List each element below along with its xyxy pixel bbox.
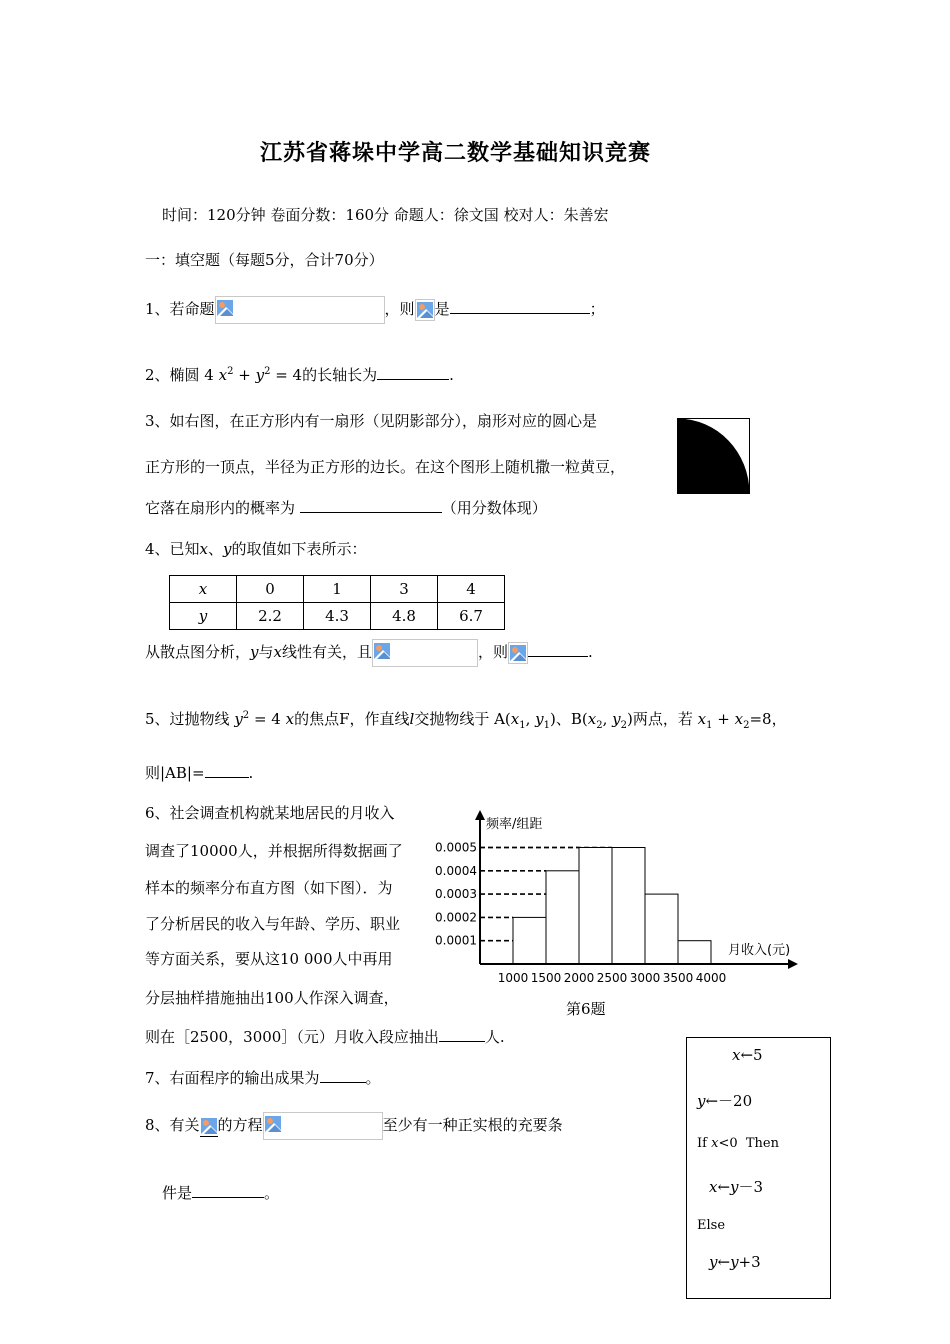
answer-blank[interactable] bbox=[192, 1183, 264, 1198]
y-tick-label: 0.0004 bbox=[435, 863, 477, 878]
question-6-line1: 6、社会调查机构就某地居民的月收入 bbox=[145, 804, 395, 822]
answer-blank[interactable] bbox=[528, 642, 588, 657]
x-tick-label: 4000 bbox=[695, 971, 727, 985]
question-6-line3: 样本的频率分布直方图（如下图）．为 bbox=[145, 879, 393, 897]
answer-blank[interactable] bbox=[377, 365, 449, 380]
page-title: 江苏省蒋垛中学高二数学基础知识竞赛 bbox=[260, 140, 652, 166]
y-tick-label: 0.0005 bbox=[435, 840, 477, 855]
histogram-bar bbox=[579, 848, 612, 965]
broken-image-icon bbox=[265, 1116, 281, 1132]
program-line: x←5 bbox=[732, 1046, 763, 1064]
section-heading: 一：填空题（每题5分，合计70分） bbox=[145, 251, 384, 269]
histogram-bar bbox=[645, 894, 678, 964]
program-box bbox=[686, 1037, 831, 1299]
program-line: If x<0 Then bbox=[697, 1136, 779, 1151]
answer-blank[interactable] bbox=[450, 299, 590, 314]
broken-image-icon bbox=[201, 1118, 217, 1134]
question-3-line2: 正方形的一顶点，半径为正方形的边长。在这个图形上随机撒一粒黄豆， bbox=[145, 458, 626, 476]
histogram-bar bbox=[678, 941, 711, 964]
y-axis-label: 频率/组距 bbox=[486, 817, 543, 832]
question-8-line1: 8、有关 的方程 至少有一种正实根的充要条 bbox=[145, 1112, 563, 1140]
xy-table bbox=[169, 575, 505, 630]
broken-image-icon bbox=[217, 300, 233, 316]
question-5-line1: 5、过抛物线 $y^2 = 4$ x的焦点F，作直线l交抛物线于 $A(x_1$, $y_1$)、$B(x_2$, $y_2$)两点，若 $x_1 + x_2=8$， bbox=[145, 710, 787, 731]
answer-blank[interactable] bbox=[320, 1068, 366, 1083]
broken-image-icon bbox=[417, 302, 433, 318]
formula-image-placeholder bbox=[415, 299, 435, 321]
x-tick-label: 2000 bbox=[563, 971, 595, 985]
formula-image-placeholder bbox=[215, 296, 385, 324]
question-5-line2: 则|AB|= . bbox=[145, 764, 254, 782]
answer-blank[interactable] bbox=[300, 498, 442, 513]
question-4-intro: 4、已知x、y的取值如下表所示： bbox=[145, 540, 367, 558]
formula-image-placeholder bbox=[372, 639, 478, 667]
table-row: y 2.2 4.3 4.8 6.7 bbox=[170, 603, 505, 630]
frequency-histogram bbox=[430, 808, 810, 988]
x-tick-label: 1000 bbox=[497, 971, 529, 985]
broken-image-icon bbox=[510, 645, 526, 661]
y-axis-arrow-icon bbox=[475, 810, 485, 820]
question-6-line4: 了分析居民的收入与年龄、学历、职业 bbox=[145, 915, 401, 933]
program-line: y←y+3 bbox=[709, 1253, 761, 1271]
question-1: 1、若命题 ，则 是 ； bbox=[145, 296, 605, 324]
program-line: Else bbox=[697, 1218, 726, 1233]
histogram-bar bbox=[546, 871, 579, 964]
formula-image-placeholder bbox=[200, 1116, 218, 1137]
y-tick-label: 0.0001 bbox=[435, 933, 477, 948]
x-tick-label: 2500 bbox=[596, 971, 628, 985]
question-6-line2: 调查了10000人，并根据所得数据画了 bbox=[145, 842, 403, 860]
program-line: y←－20 bbox=[697, 1092, 753, 1110]
histogram-bar bbox=[612, 848, 645, 965]
question-3-line3: 它落在扇形内的概率为 （用分数体现） bbox=[145, 499, 547, 517]
formula-image-placeholder bbox=[508, 642, 528, 664]
x-tick-label: 3000 bbox=[629, 971, 661, 985]
question-3-line1: 3、如右图，在正方形内有一扇形（见阴影部分），扇形对应的圆心是 bbox=[145, 412, 598, 430]
question-6-line5: 等方面关系，要从这10 000人中再用 bbox=[145, 950, 393, 968]
question-8-line2: 件是 。 bbox=[162, 1184, 280, 1202]
answer-blank[interactable] bbox=[439, 1027, 485, 1042]
answer-blank[interactable] bbox=[205, 763, 249, 778]
question-7: 7、右面程序的输出成果为 。 bbox=[145, 1069, 381, 1087]
program-line: x←y－3 bbox=[709, 1178, 764, 1196]
question-2: 2、椭圆 4 $x^2 + y^2 = 4$的长轴长为 . bbox=[145, 366, 454, 384]
histogram-bar bbox=[513, 917, 546, 964]
sector-figure bbox=[677, 418, 750, 494]
x-axis-label: 月收入(元) bbox=[728, 943, 791, 958]
table-row: x 0 1 3 4 bbox=[170, 576, 505, 603]
x-tick-label: 3500 bbox=[662, 971, 694, 985]
y-tick-label: 0.0002 bbox=[435, 910, 477, 925]
question-6-line7: 则在［2500，3000］（元）月收入段应抽出 人. bbox=[145, 1028, 505, 1046]
exam-info: 时间：120分钟 卷面分数：160分 命题人：徐文国 校对人：朱善宏 bbox=[162, 206, 609, 224]
question-6-line6: 分层抽样措施抽出100人作深入调查， bbox=[145, 989, 399, 1007]
y-tick-label: 0.0003 bbox=[435, 887, 477, 902]
x-tick-label: 1500 bbox=[530, 971, 562, 985]
broken-image-icon bbox=[374, 643, 390, 659]
chart-caption: 第6题 bbox=[566, 1000, 606, 1018]
x-axis-arrow-icon bbox=[788, 959, 798, 969]
question-4-body: 从散点图分析，y与x线性有关，且 ，则 . bbox=[145, 639, 593, 667]
formula-image-placeholder bbox=[263, 1112, 383, 1140]
